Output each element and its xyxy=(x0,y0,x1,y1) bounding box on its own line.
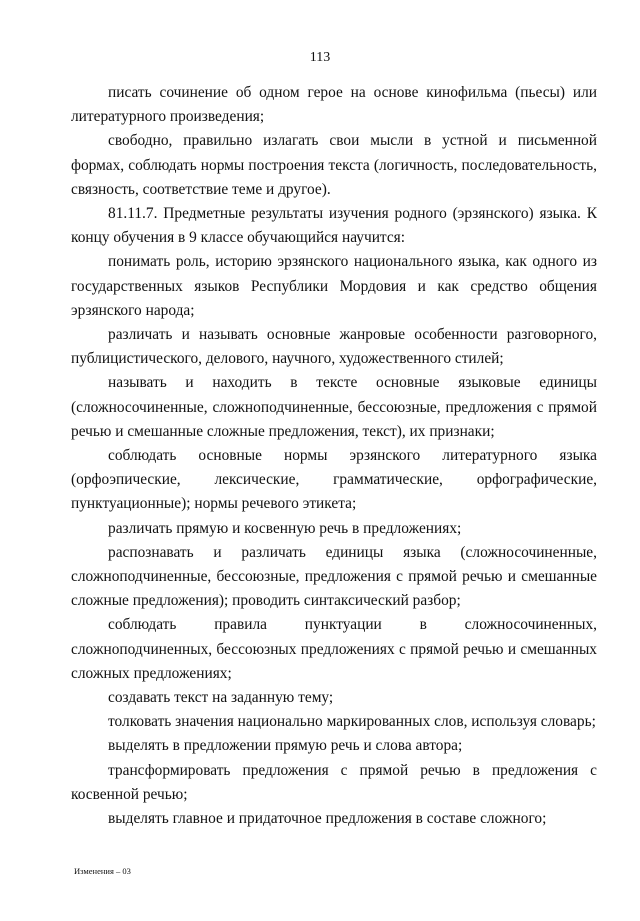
paragraph: толковать значения национально маркированных слов, используя словарь; xyxy=(108,713,596,731)
paragraph: понимать роль, историю эрзянского национального языка, как одного из государственных языков Республики Мордовия и как средство общения эрзянского народа; xyxy=(71,253,597,319)
paragraph: 81.11.7. Предметные результаты изучения родного (эрзянского) языка. К концу обучения в 9 классе обучающийся научится: xyxy=(71,205,597,247)
paragraph: различать и называть основные жанровые особенности разговорного, публицистического, делового, научного, художественного стилей; xyxy=(71,326,597,368)
footer-revision-note: Изменения – 03 xyxy=(74,866,131,876)
paragraph: выделять главное и придаточное предложения в составе сложного; xyxy=(108,810,547,828)
paragraph: называть и находить в тексте основные языковые единицы (сложносочиненные, сложноподчиненные, бессоюзные, предложения с прямой речью и смешанные сложные предложения, текст), их признаки; xyxy=(71,374,597,440)
page-number: 113 xyxy=(309,50,331,65)
paragraph: создавать текст на заданную тему; xyxy=(108,689,334,707)
paragraph: соблюдать правила пунктуации в сложносочиненных, сложноподчиненных, бессоюзных предложениях с прямой речью и смешанных сложных предложениях; xyxy=(71,616,597,682)
paragraph: свободно, правильно излагать свои мысли в устной и письменной формах, соблюдать нормы построения текста (логичность, последовательность, связность, соответствие теме и другое). xyxy=(71,132,597,198)
paragraph: различать прямую и косвенную речь в предложениях; xyxy=(108,519,462,537)
body-text xyxy=(71,81,597,831)
paragraph: трансформировать предложения с прямой речью в предложения с косвенной речью; xyxy=(71,761,597,803)
paragraph: распознавать и различать единицы языка (сложносочиненные, сложноподчиненные, бессоюзные, предложения с прямой речью и смешанные сложные предложения); проводить синтаксический разбор; xyxy=(71,543,597,610)
paragraph: соблюдать основные нормы эрзянского литературного языка (орфоэпические, лексические, грамматические, орфографические, пунктуационные); нормы речевого этикета; xyxy=(71,447,597,513)
paragraph: выделять в предложении прямую речь и слова автора; xyxy=(108,737,463,755)
paragraph: писать сочинение об одном герое на основе кинофильма (пьесы) или литературного произведения; xyxy=(71,84,597,126)
